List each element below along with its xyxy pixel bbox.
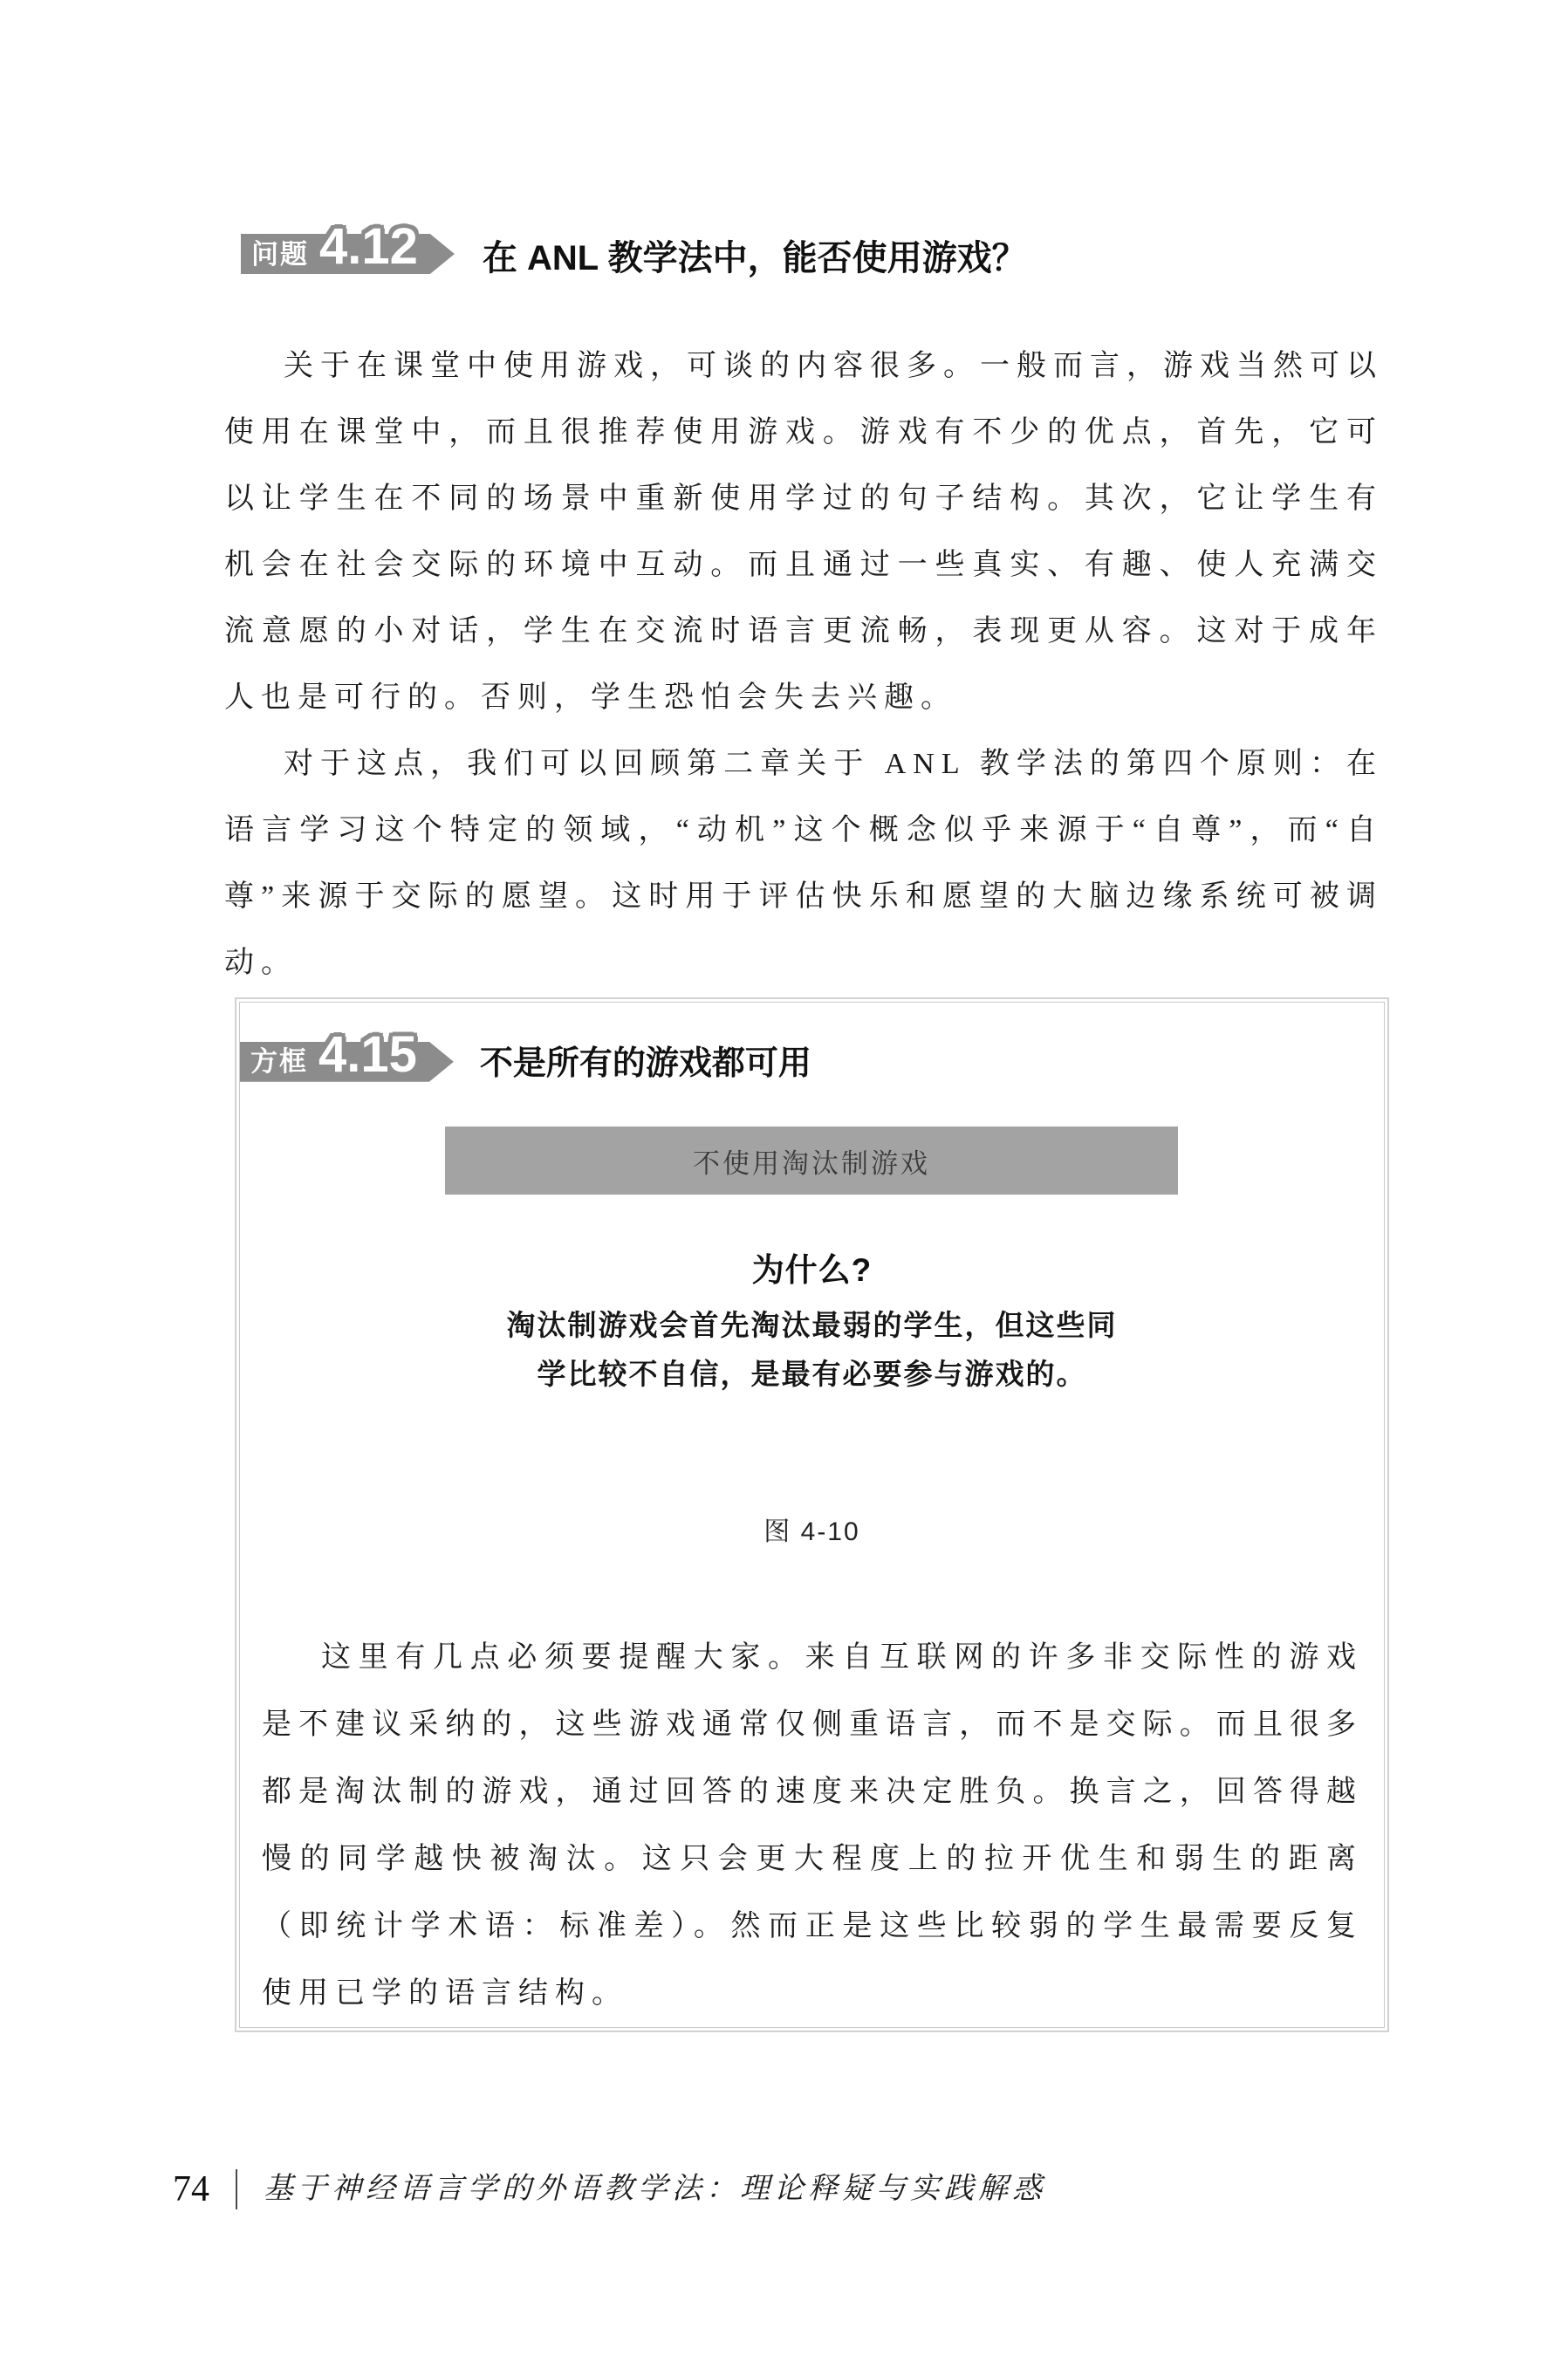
box-header [240,1025,811,1085]
question-badge-label: 问题 [251,238,309,270]
page-number: 74 [173,2169,209,2209]
info-box [239,1002,1385,2028]
figure-why-text [240,1301,1384,1399]
question-header [241,218,1027,279]
figure-why-text-line-2: 学比较不自信，是最有必要参与游戏的。 [537,1358,1087,1390]
body-text [224,333,1383,997]
box-paragraph: 这里有几点必须要提醒大家。来自互联网的许多非交际性的游戏是不建议采纳的，这些游戏通常仅侧重语言，而不是交际。而且很多都是淘汰制的游戏，通过回答的速度来决定胜负。换言之，回答得越慢的同学越快被淘汰。这只会更大程度上的拉开优生和弱生的距离（即统计学术语：标准差）。然而正是这些比较弱的学生最需要反复使用已学的语言结构。 [262,1641,1363,2010]
body-paragraph-2: 对于这点，我们可以回顾第二章关于 ANL 教学法的第四个原则：在语言学习这个特定的领域，“动机”这个概念似乎来源于“自尊”，而“自尊”来源于交际的愿望。这时用于评估快乐和愿望的大脑边缘系统可被调动。 [224,748,1383,979]
figure-banner: 不使用淘汰制游戏 [445,1127,1178,1195]
question-badge [241,218,455,275]
question-badge-number: 4.12 [319,218,418,275]
box-badge [240,1025,454,1083]
question-title: 在 ANL 教学法中，能否使用游戏？ [482,239,1027,277]
box-title: 不是所有的游戏都可用 [479,1045,811,1082]
footer-book-title: 基于神经语言学的外语教学法：理论释疑与实践解惑 [264,2173,1046,2205]
box-badge-label: 方框 [250,1046,308,1078]
figure-why-text-line-1: 淘汰制游戏会首先淘汰最弱的学生，但这些同 [506,1309,1118,1341]
figure-why-heading: 为什么? [751,1252,873,1288]
page-footer [173,2169,1046,2209]
box-badge-number: 4.15 [318,1025,417,1083]
footer-divider [236,2169,237,2209]
figure-caption: 图 4-10 [763,1517,860,1546]
body-paragraph-1: 关于在课堂中使用游戏，可谈的内容很多。一般而言，游戏当然可以使用在课堂中，而且很推荐使用游戏。游戏有不少的优点，首先，它可以让学生在不同的场景中重新使用学过的句子结构。其次，它让学生有机会在社会交际的环境中互动。而且通过一些真实、有趣、使人充满交流意愿的小对话，学生在交流时语言更流畅，表现更从容。这对于成年人也是可行的。否则，学生恐怕会失去兴趣。 [224,350,1383,714]
